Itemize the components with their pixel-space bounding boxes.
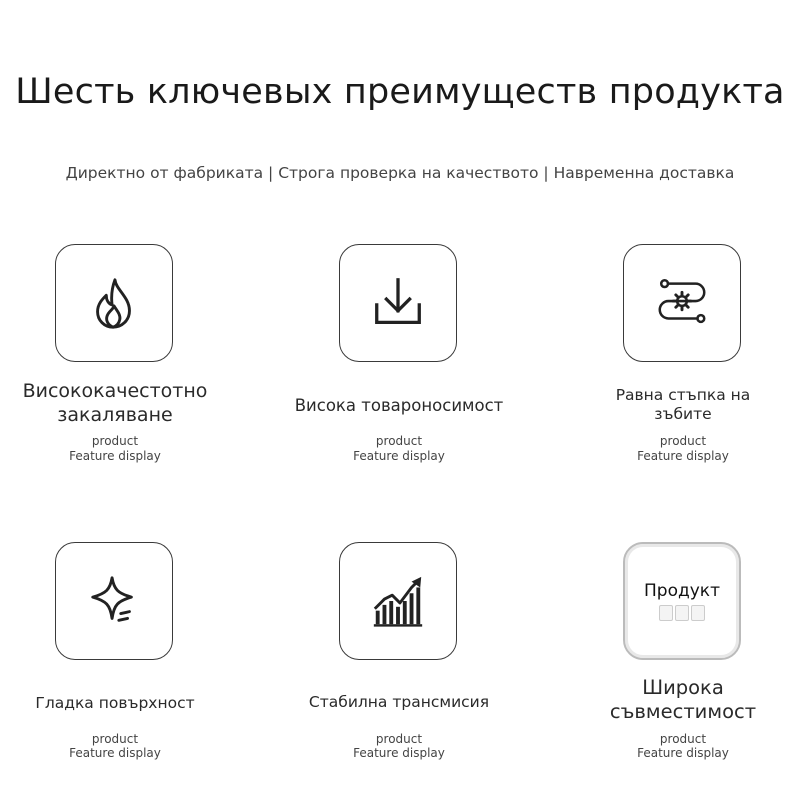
feature-label: Широка съвместимост [609, 676, 757, 724]
product-photo-items [659, 605, 705, 621]
feature-sub-display: Feature display [69, 449, 161, 463]
feature-sub-product: product [659, 434, 707, 448]
feature-sub-product: product [91, 434, 139, 448]
feature-label: Равна стъпка на зъбите [615, 386, 751, 424]
feature-icon-box [339, 542, 457, 660]
download-tray-icon [369, 274, 427, 332]
feature-label: Висока товароносимост [294, 396, 504, 415]
feature-sub-product: product [375, 732, 423, 746]
gear-path-icon [653, 274, 711, 332]
feature-icon-box [623, 244, 741, 362]
feature-sub-display: Feature display [637, 449, 729, 463]
product-photo [623, 542, 741, 660]
feature-sub-display: Feature display [637, 746, 729, 760]
sparkle-icon [85, 572, 143, 630]
feature-icon-box [55, 244, 173, 362]
feature-label: Стабилна трансмисия [308, 693, 490, 711]
feature-sub-product: product [91, 732, 139, 746]
page-title: Шесть ключевых преимуществ продукта [15, 72, 785, 112]
feature-sub-display: Feature display [69, 746, 161, 760]
product-photo-text: Продукт [644, 581, 720, 601]
page-subtitle: Директно от фабриката | Строга проверка на качеството | Навременна доставка [65, 164, 735, 182]
feature-sub-product: product [659, 732, 707, 746]
feature-icon-box [55, 542, 173, 660]
feature-sub-display: Feature display [353, 449, 445, 463]
feature-sub-product: product [375, 434, 423, 448]
feature-sub-display: Feature display [353, 746, 445, 760]
feature-icon-box [339, 244, 457, 362]
feature-label: Висококачестотно закаляване [22, 380, 208, 426]
flame-icon [85, 274, 143, 332]
feature-label: Гладка повърхност [35, 694, 195, 712]
growth-chart-icon [369, 572, 427, 630]
